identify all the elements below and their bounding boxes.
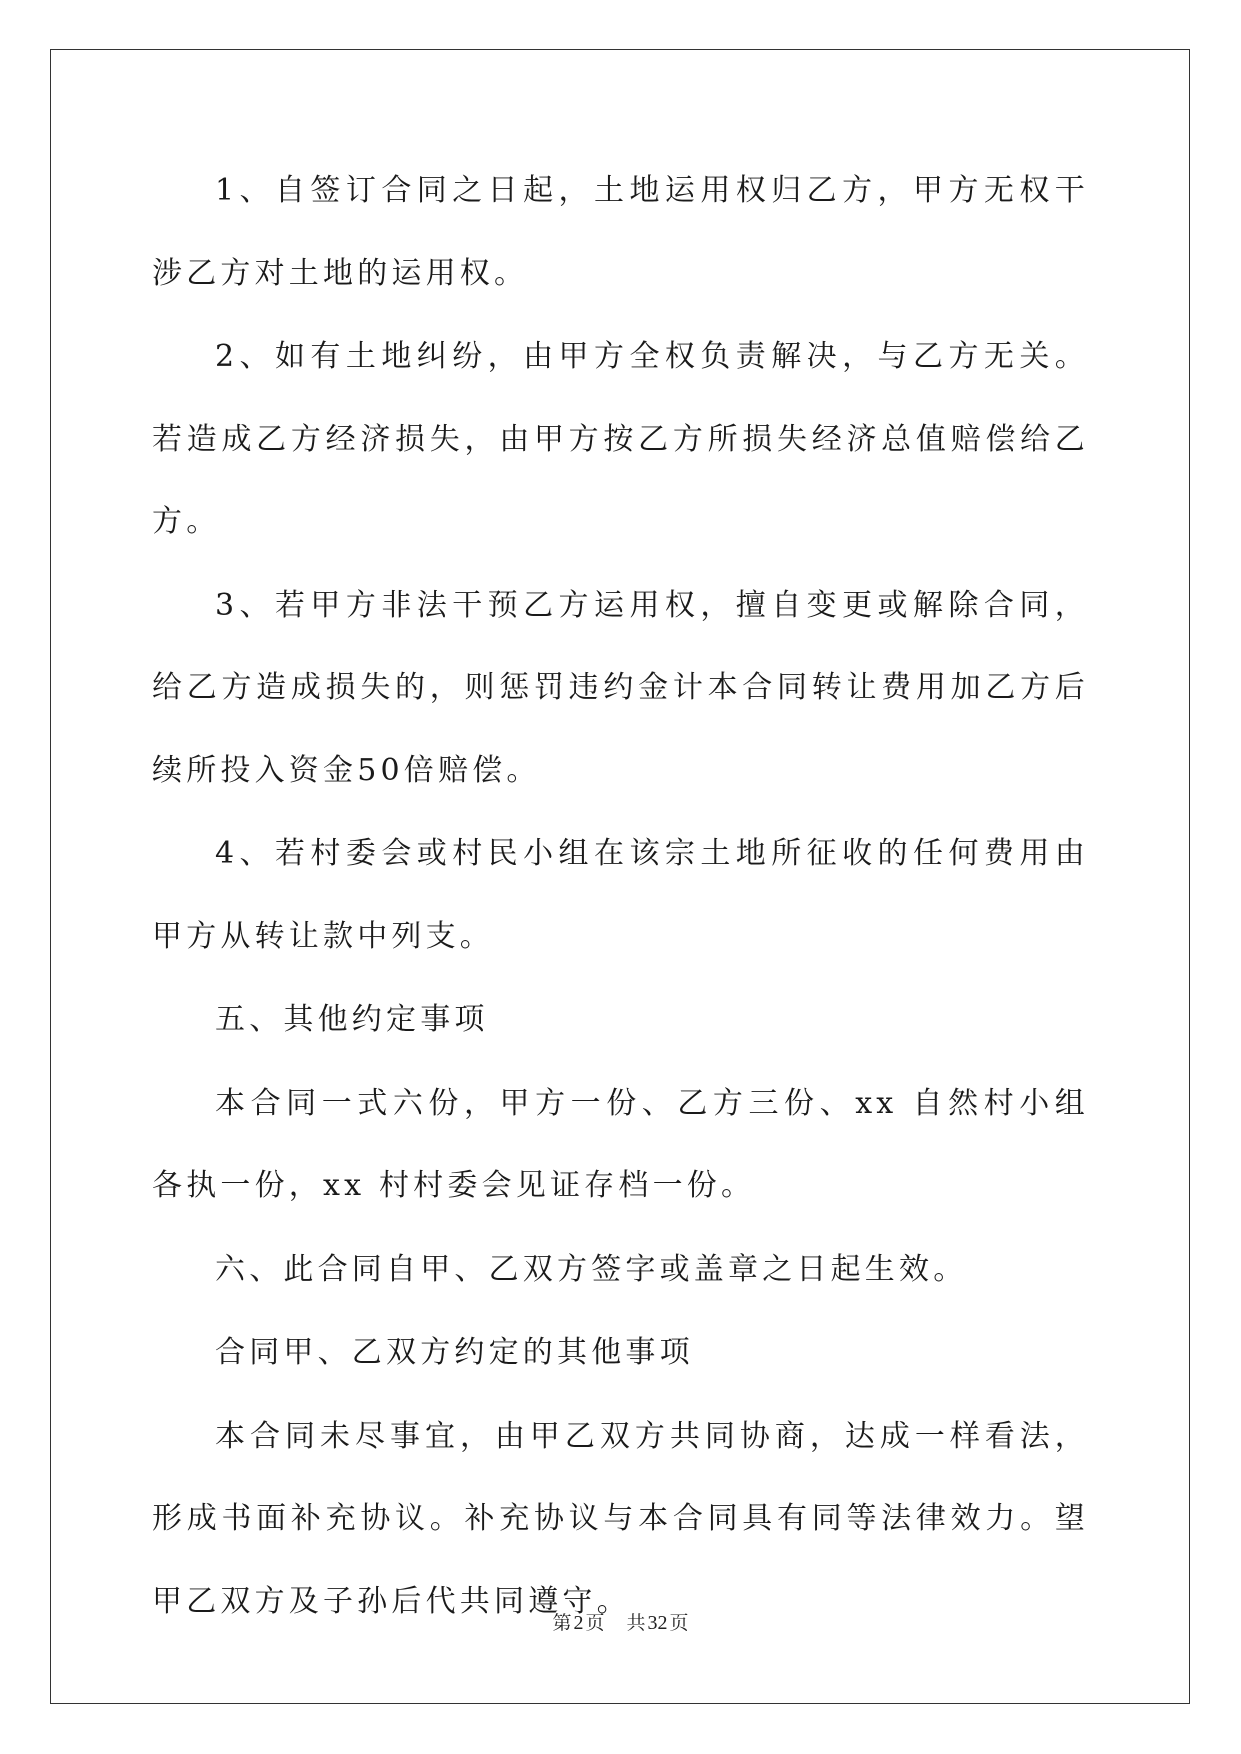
total-prefix: 共 (626, 1613, 646, 1634)
page-footer (0, 1608, 1241, 1635)
document-body (152, 150, 1089, 1644)
paragraph-copies: 本合同一式六份，甲方一份、乙方三份、xx 自然村小组各执一份，xx 村村委会见证存档一份。 (152, 1085, 1089, 1203)
section-heading-other-agreements: 合同甲、乙双方约定的其他事项 (215, 1335, 694, 1370)
page-suffix: 页 (585, 1613, 605, 1634)
paragraph-clause-2: 2、如有土地纠纷，由甲方全权负责解决，与乙方无关。若造成乙方经济损失，由甲方按乙方所损失经济总值赔偿给乙方。 (152, 339, 1089, 539)
total-pages: 32 (647, 1612, 668, 1634)
paragraph-clause-1: 1、自签订合同之日起，土地运用权归乙方，甲方无权干涉乙方对土地的运用权。 (152, 173, 1089, 291)
section-heading-other-matters: 五、其他约定事项 (215, 1002, 489, 1037)
paragraph-clause-3: 3、若甲方非法干预乙方运用权，擅自变更或解除合同，给乙方造成损失的，则惩罚违约金计本合同转让费用加乙方后续所投入资金50倍赔偿。 (152, 587, 1089, 788)
paragraph-supplementary: 本合同未尽事宜，由甲乙双方共同协商，达成一样看法，形成书面补充协议。补充协议与本合同具有同等法律效力。望甲乙双方及子孙后代共同遵守。 (152, 1418, 1089, 1619)
page-number: 2 (573, 1612, 584, 1634)
section-heading-effective: 六、此合同自甲、乙双方签字或盖章之日起生效。 (215, 1251, 968, 1287)
paragraph-clause-4: 4、若村委会或村民小组在该宗土地所征收的任何费用由甲方从转让款中列支。 (152, 836, 1089, 954)
total-suffix: 页 (669, 1613, 689, 1634)
page-prefix: 第 (552, 1613, 572, 1634)
